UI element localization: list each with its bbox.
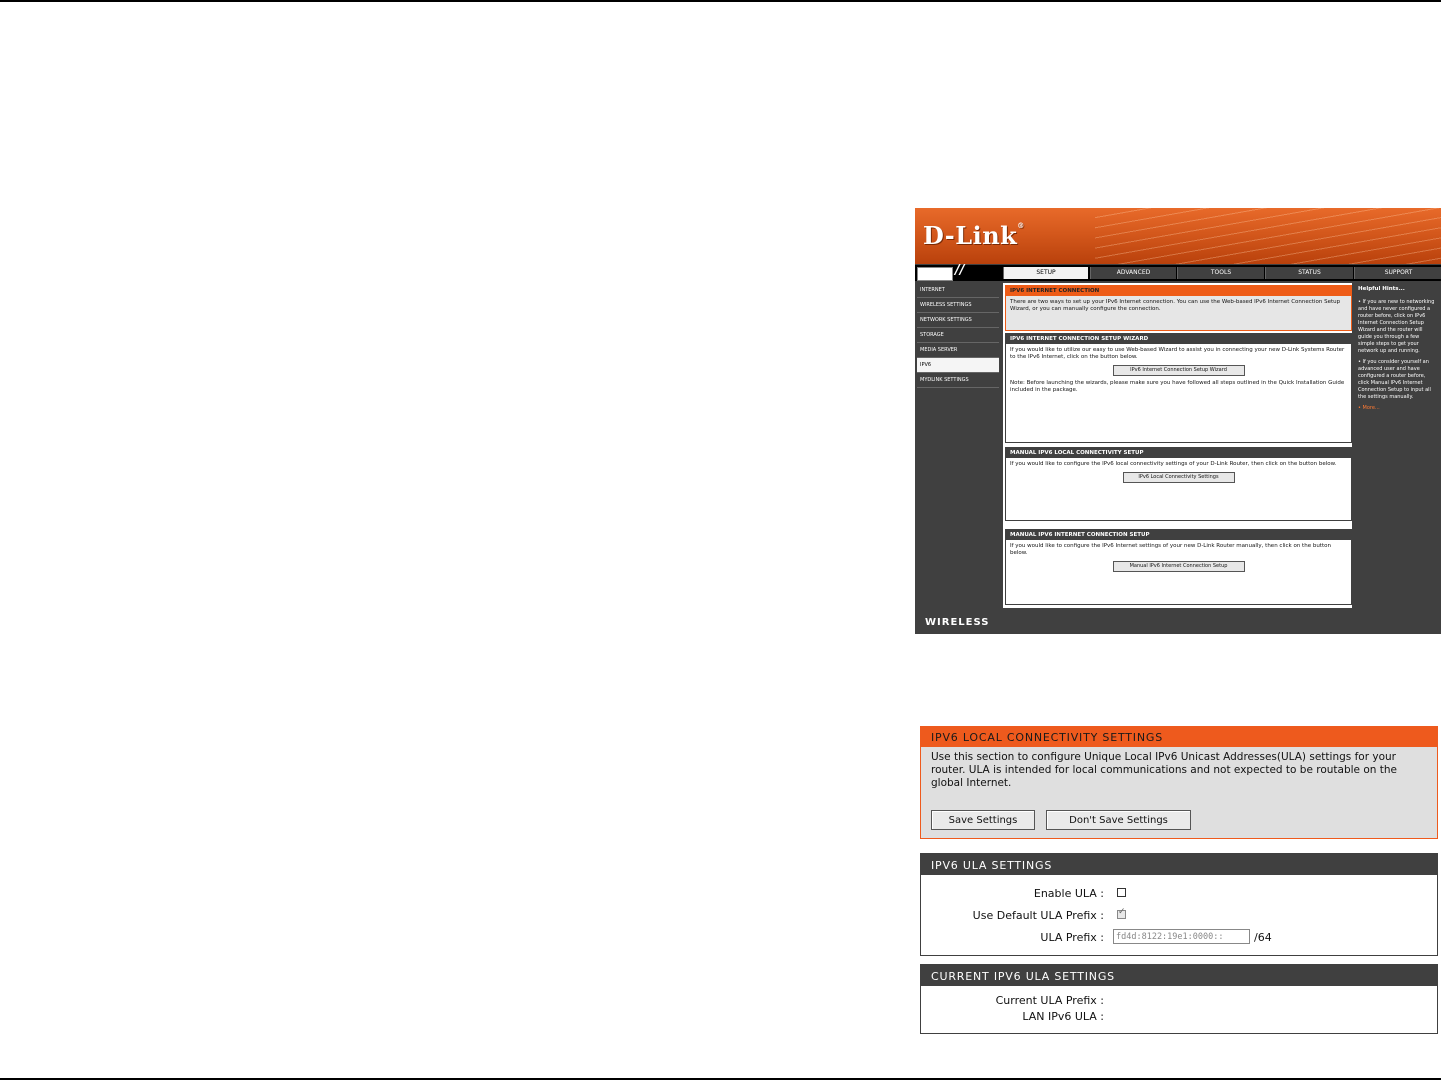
sidebar-item-mydlink[interactable]: MYDLINK SETTINGS [917,373,999,388]
hint-text: • If you are new to networking and have never configured a router before, click on IPv6 Internet Connection Setup Wizard and the router will guide you through a few simple steps to get your network up and running. [1358,299,1435,354]
more-link[interactable]: • More... [1358,405,1380,411]
tab-status[interactable]: STATUS [1265,267,1353,279]
default-prefix-label: Use Default ULA Prefix : [972,909,1104,922]
ula-prefix-label: ULA Prefix : [1040,931,1104,944]
local-connectivity-panel [920,726,1438,839]
section-title: MANUAL IPV6 LOCAL CONNECTIVITY SETUP [1006,448,1351,458]
panel-title: IPV6 ULA SETTINGS [921,854,1437,875]
current-prefix-label: Current ULA Prefix : [995,994,1104,1007]
dont-save-settings-button[interactable]: Don't Save Settings [1046,810,1191,830]
router-screenshot [915,208,1441,634]
ipv6-wizard-button[interactable]: IPv6 Internet Connection Setup Wizard [1113,365,1245,376]
panel-title: IPV6 LOCAL CONNECTIVITY SETTINGS [921,727,1437,747]
bottom-rule [0,1078,1441,1080]
panel-description: Use this section to configure Unique Local IPv6 Unicast Addresses(ULA) settings for your router. ULA is intended for local communications and not expected to be routable on the global Internet. [931,751,1397,789]
section-text: If you would like to configure the IPv6 Internet settings of your new D-Link Router manually, then click on the button below. [1010,543,1331,556]
section-text: If you would like to configure the IPv6 local connectivity settings of your D-Link Router, then click on the button below. [1010,461,1337,467]
router-main-content [1003,283,1352,608]
wireless-footer: WIRELESS [925,617,990,628]
local-connectivity-button[interactable]: IPv6 Local Connectivity Settings [1123,472,1235,483]
default-prefix-checkbox[interactable] [1117,910,1126,919]
model-box [917,267,953,281]
sidebar-item-ipv6[interactable]: IPV6 [917,358,999,373]
section-text: There are two ways to set up your IPv6 Internet connection. You can use the Web-based IPv6 Internet Connection Setup Wizard, or you can manually configure the connection. [1010,299,1341,312]
dlink-banner [915,208,1441,264]
section-title: IPV6 INTERNET CONNECTION SETUP WIZARD [1006,334,1351,344]
button-row [931,808,1191,830]
section-title: IPV6 INTERNET CONNECTION [1006,286,1351,296]
local-connectivity-section [1005,447,1352,521]
lan-ula-label: LAN IPv6 ULA : [1022,1010,1104,1023]
tab-support[interactable]: SUPPORT [1354,267,1441,279]
section-title: MANUAL IPV6 INTERNET CONNECTION SETUP [1006,530,1351,540]
tab-tools[interactable]: TOOLS [1177,267,1264,279]
save-settings-button[interactable]: Save Settings [931,810,1035,830]
top-rule [0,0,1441,2]
setup-sidebar [917,283,999,613]
sidebar-item-storage[interactable]: STORAGE [917,328,999,343]
sidebar-item-media-server[interactable]: MEDIA SERVER [917,343,999,358]
section-text: If you would like to utilize our easy to use Web-based Wizard to assist you in connecting your new D-Link Systems Router to the IPv6 Internet, click on the button below. [1010,347,1345,360]
manual-setup-section [1005,529,1352,605]
helpful-hints [1355,283,1439,608]
note-text: Note: Before launching the wizards, please make sure you have followed all steps outlined in the Quick Installation Guide included in the package. [1010,380,1345,393]
enable-ula-checkbox[interactable] [1117,888,1126,897]
hint-text: • If you consider yourself an advanced user and have configured a router before, click Manual IPv6 Internet Connection Setup to input all the settings manually. [1358,359,1431,400]
sidebar-item-internet[interactable]: INTERNET [917,283,999,298]
wizard-section [1005,333,1352,443]
enable-ula-label: Enable ULA : [1033,887,1104,900]
sidebar-item-wireless[interactable]: WIRELESS SETTINGS [917,298,999,313]
current-ula-panel [920,964,1438,1034]
slash-decoration: // [955,263,965,278]
ula-prefix-input[interactable] [1113,929,1250,944]
dlink-logo: D-Link® [923,221,1025,250]
tab-setup[interactable]: SETUP [1003,267,1088,279]
ipv6-connection-section [1005,285,1352,331]
prefix-length: /64 [1254,931,1272,944]
manual-setup-button[interactable]: Manual IPv6 Internet Connection Setup [1113,561,1245,572]
sidebar-item-network[interactable]: NETWORK SETTINGS [917,313,999,328]
tab-advanced[interactable]: ADVANCED [1090,267,1176,279]
hints-title: Helpful Hints... [1358,286,1405,292]
panel-title: CURRENT IPV6 ULA SETTINGS [921,965,1437,986]
ula-settings-panel [920,853,1438,956]
